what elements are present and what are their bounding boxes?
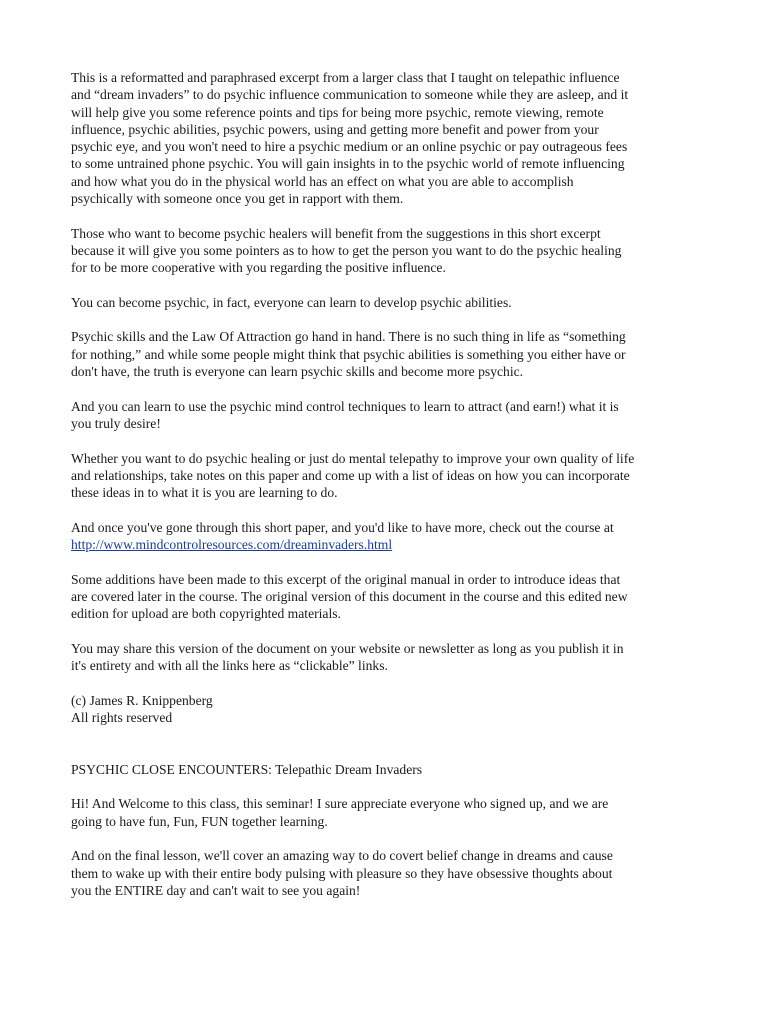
intro-paragraph-7 [71, 519, 703, 554]
intro-paragraph-8: Some additions have been made to this excerpt of the original manual in order to introduce ideas that are covered later in the course. The original version of this document in the course and this edited new edition for upload are both copyrighted materials. [71, 571, 628, 622]
section-spacer [71, 744, 703, 761]
intro-paragraph-1: This is a reformatted and paraphrased excerpt from a larger class that I taught on telepathic influence and “dream invaders” to do psychic influence communication to someone while they are asleep, and it will help give you some reference points and tips for being more psychic, remote viewing, remote influence, psychic abilities, psychic powers, using and getting more benefit and power from your psychic eye, and you won't need to hire a psychic medium or an online psychic or pay outrageous fees to some untrained phone psychic. You will gain insights in to the psychic world of remote influencing and how what you do in the physical world has an effect on what you are able to accomplish psychically with someone once you get in rapport with them. [71, 70, 629, 207]
intro-paragraph-6: Whether you want to do psychic healing or just do mental telepathy to improve your own quality of life and relationships, take notes on this paper and come up with a list of ideas on how you can incorporate these ideas in to what it is you are learning to do. [71, 450, 635, 501]
intro-paragraph-5: And you can learn to use the psychic mind control techniques to learn to attract (and earn!) what it is you truly desire! [71, 398, 619, 431]
intro-paragraph-2: Those who want to become psychic healers will benefit from the suggestions in this short excerpt because it will give you some pointers as to how to get the person you want to do the psychic healing for to be more cooperative with you regarding the positive influence. [71, 225, 622, 276]
section-paragraph-1: Hi! And Welcome to this class, this seminar! I sure appreciate everyone who signed up, and we are going to have fun, Fun, FUN together learning. [71, 796, 609, 829]
section-paragraph-2: And on the final lesson, we'll cover an amazing way to do covert belief change in dreams and cause them to wake up with their entire body pulsing with pleasure so they have obsessive thoughts about you the ENTIRE day and can't wait to see you again! [71, 848, 613, 898]
course-link-intro: And once you've gone through this short paper, and you'd like to have more, check out the course at [71, 519, 614, 535]
course-link[interactable]: http://www.mindcontrolresources.com/dreaminvaders.html [71, 537, 393, 553]
copyright-block [71, 692, 703, 727]
copyright-line: (c) James R. Knippenberg [71, 692, 213, 708]
intro-paragraph-9: You may share this version of the document on your website or newsletter as long as you publish it in it's entirety and with all the links here as “clickable” links. [71, 640, 624, 674]
intro-paragraph-4: Psychic skills and the Law Of Attraction go hand in hand. There is no such thing in life as “something for nothing,” and while some people might think that psychic abilities is something you either have or don't have, the truth is everyone can learn psychic skills and become more psychic. [71, 329, 626, 380]
section-title: PSYCHIC CLOSE ENCOUNTERS: Telepathic Dream Invaders [71, 761, 423, 777]
intro-paragraph-3: You can become psychic, in fact, everyone can learn to develop psychic abilities. [71, 294, 512, 310]
rights-line: All rights reserved [71, 709, 173, 725]
document-page [71, 69, 703, 917]
